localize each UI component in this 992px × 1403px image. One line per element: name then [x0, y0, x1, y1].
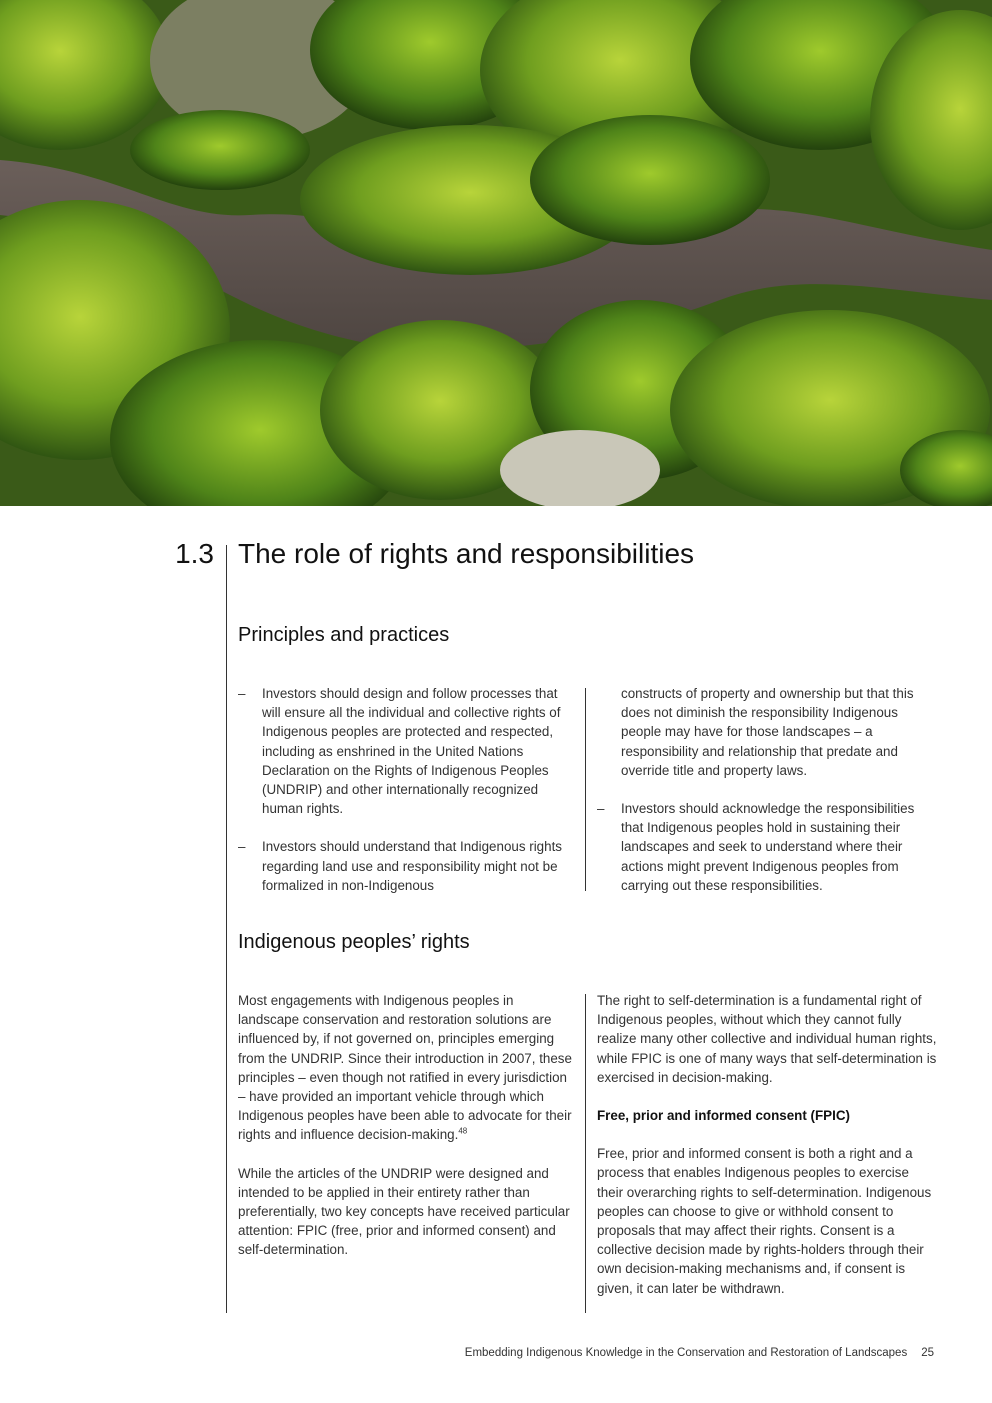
list-item-continued [597, 684, 937, 780]
paragraph: While the articles of the UNDRIP were designed and intended to be applied in their entirety rather than preferentially, two key concepts have received particular attention: FPIC (free, prior and informed consent) and self-determination. [238, 1165, 570, 1258]
section-number: 1.3 [175, 538, 214, 569]
bullet-dash: – [238, 686, 246, 701]
column-divider [585, 994, 586, 1313]
principles-heading: Principles and practices [238, 624, 450, 646]
column-divider [585, 688, 586, 891]
vertical-divider [226, 545, 227, 1313]
principles-column-right [597, 684, 937, 895]
list-item [238, 684, 570, 818]
page-footer [300, 1347, 934, 1359]
rights-column-right [597, 991, 937, 1298]
principles-column-left [238, 684, 570, 895]
paragraph: Most engagements with Indigenous peoples in landscape conservation and restoration solutions are influenced by, if not governed on, principles emerging from the UNDRIP. Since their introduction in 2007, these principles – even though not ratified in every jurisdiction – have provided an important vehicle through which Indigenous peoples have been able to advocate for their rights and influence decision-making.$^{48}$ [238, 993, 572, 1143]
rights-column-left [238, 991, 572, 1260]
fpic-heading: Free, prior and informed consent (FPIC) [597, 1108, 850, 1124]
rights-heading: Indigenous peoples’ rights [238, 931, 470, 953]
footnote-marker: 48 [458, 1126, 468, 1136]
bullet-text: Investors should understand that Indigenous rights regarding land use and responsibility might not be formalized in non-Indigenous [262, 839, 562, 893]
paragraph: The right to self-determination is a fundamental right of Indigenous peoples, without which they cannot fully realize many other collective and individual human rights, while FPIC is one of many ways that self-determination is exercised in decision-making. [597, 993, 937, 1085]
bullet-text: constructs of property and ownership but that this does not diminish the responsibility Indigenous people may have for those landscapes – a responsibility and relationship that predate and override title and property laws. [621, 686, 914, 778]
bullet-dash: – [597, 801, 605, 817]
paragraph: Free, prior and informed consent is both a right and a process that enables Indigenous peoples to exercise their overarching rights to self-determination. Indigenous peoples can choose to give or withhold consent to proposals that may affect their rights. Consent is a collective decision made by rights-holders through their own decision-making mechanisms and, if consent is given, it can later be withdrawn. [597, 1146, 932, 1296]
page-number: 25 [921, 1347, 934, 1359]
footer-title: Embedding Indigenous Knowledge in the Conservation and Restoration of Landscapes [464, 1347, 908, 1359]
hero-photo [0, 0, 992, 506]
bullet-dash: – [238, 839, 246, 855]
list-item [238, 837, 570, 895]
list-item [597, 799, 937, 895]
section-title: The role of rights and responsibilities [238, 538, 695, 569]
bullet-text: Investors should acknowledge the responsibilities that Indigenous peoples hold in sustaining their landscapes and seek to understand where their actions might prevent Indigenous peoples from carrying out these responsibilities. [621, 801, 915, 893]
aerial-river-forest-photo [0, 0, 992, 506]
bullet-text: Investors should design and follow processes that will ensure all the individual and collective rights of Indigenous peoples are protected and respected, including as enshrined in the United Nations Declaration on the Rights of Indigenous Peoples (UNDRIP) and other internationally recognized human rights. [262, 686, 561, 817]
